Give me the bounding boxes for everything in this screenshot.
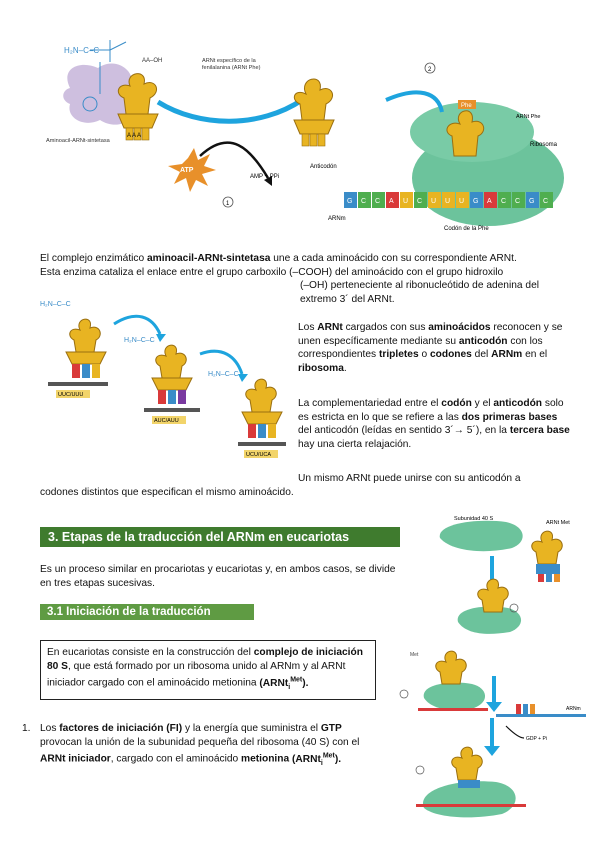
box-b2: (ARNt <box>259 677 289 689</box>
figure-initiation-svg <box>396 508 596 838</box>
p2-t7: en el <box>522 349 548 361</box>
box-t2: , que está formado por un ribosoma unido al ARNm y al ARNt iniciador cargado con el aminoácido metionina <box>47 660 346 689</box>
enzyme-label: Aminoacil-ARNt-sintetasa <box>46 138 110 144</box>
section-3-title: 3. Etapas de la traducción del ARNm en eucariotas <box>40 527 400 547</box>
black-arrow <box>200 143 268 178</box>
li1-b4: metionina <box>241 753 290 765</box>
p1-text-a: El complejo enzimático <box>40 253 148 264</box>
anticodon-label: Anticodón <box>310 164 337 170</box>
li1-end: ). <box>334 753 342 765</box>
p3-t2: y el <box>471 398 494 409</box>
small-subunit-1 <box>440 521 523 551</box>
codon-badge-2-label: AUC/AUU <box>154 418 179 424</box>
p3-t5: hay una cierta relajación. <box>298 438 412 450</box>
li1-b3: ARNt iniciador <box>40 753 111 765</box>
box-b1: complejo de iniciación 80 S <box>47 647 363 672</box>
mrna-base-label: C <box>361 198 367 205</box>
p2-t8: . <box>343 362 347 374</box>
ribosome-label: Ribosoma <box>530 142 558 148</box>
li1-t2: y la energía que suministra el <box>182 723 321 734</box>
li1-sup: Met <box>322 752 335 760</box>
step2-label: 2 <box>428 67 432 73</box>
p1-line2: Esta enzima cataliza el enlace entre el grupo carboxilo (–COOH) del aminoácido con el grupo hidroxilo <box>40 266 504 278</box>
section-3-intro <box>40 563 420 590</box>
blue-arrow-1 <box>158 100 302 121</box>
svg-text:H₂N–C–C: H₂N–C–C <box>40 301 71 308</box>
li1-b1: factores de iniciación (FI) <box>59 723 183 734</box>
gdp-label: GDP + Pi <box>526 736 547 742</box>
codon-badge-3-label: UCU/UCA <box>246 452 272 458</box>
h2n-label-1: H₂N–C–C <box>64 46 100 55</box>
mrna-base-label: G <box>347 198 353 205</box>
list-item-1 <box>40 722 380 770</box>
li1-sub: i <box>320 759 323 767</box>
p2-t3: reconocen y se unen específicamente mediante su <box>298 322 563 347</box>
p3-t4: del anticodón (leídas en sentido 3´→ 5´), en la <box>298 425 510 437</box>
p2-t2: cargados con sus <box>342 322 429 333</box>
p2-b6: ARNm <box>491 349 523 361</box>
codon-badge-1-label: UUC/UUU <box>58 392 84 398</box>
p3-b1: codón <box>441 398 472 409</box>
met-label: Met <box>410 652 419 658</box>
s3-intro-1: Es un proceso similar en procariotas y eucariotas y, en ambos casos, se divide <box>40 564 396 575</box>
p3-t3: solo es estricta en lo que se refiere a las <box>298 398 564 423</box>
mrna-base-label: U <box>431 198 437 205</box>
mrna-label-3: ARNm <box>566 706 581 712</box>
wobble-trna-2 <box>124 337 200 412</box>
paragraph-same-trna-1: Un mismo ARNt puede unirse con su anticodón a <box>298 473 521 484</box>
trna-2 <box>294 79 334 146</box>
initiation-complex-final <box>416 747 526 817</box>
initiation-complex-2 <box>418 651 488 711</box>
mrna-label: ARNm <box>328 216 346 222</box>
svg-text:H₂N–C–C: H₂N–C–C <box>124 337 155 344</box>
mrna-base-label: C <box>515 198 521 205</box>
p2-b5: codones <box>429 349 472 361</box>
li1-t1: Los <box>40 723 60 734</box>
li1-b2: GTP <box>320 723 342 734</box>
section-31-title: 3.1 Iniciación de la traducción <box>40 604 254 620</box>
step1-label: 1 <box>226 201 230 207</box>
paragraph-aminoacyl <box>40 252 570 279</box>
codon-label: Codón de la Phe <box>444 226 489 232</box>
mrna-base-label: U <box>403 198 409 205</box>
p2-t4: con los correspondientes <box>298 335 543 361</box>
p2-b4: tripletes <box>378 349 419 361</box>
trna-met-label: ARNt Met <box>546 520 570 526</box>
p2-b1: ARNt <box>317 322 343 333</box>
p2-b2: aminoácidos <box>428 322 491 333</box>
svg-text:H₂N–C–C: H₂N–C–C <box>208 371 239 378</box>
figure-wobble <box>40 290 290 466</box>
box-sup: Met <box>290 676 303 684</box>
paragraph-complementarity <box>298 397 573 451</box>
figure-initiation <box>396 508 596 838</box>
li1-b5: (ARNt <box>292 753 321 765</box>
figure-trna-charging-svg <box>40 28 580 242</box>
p2-t5: o <box>418 349 430 361</box>
sub40-label: Subunidad 40 S <box>454 516 494 522</box>
p3-b4: tercera base <box>509 425 570 437</box>
mrna-base-label: A <box>389 198 394 205</box>
trna1-anticodon: A A A <box>127 133 142 139</box>
box-sub: i <box>288 683 291 691</box>
mrna-line <box>496 714 586 717</box>
mrna-base-label: C <box>417 198 423 205</box>
paragraph-aminoacyl-cont: (–OH) perteneciente al ribonucleótido de adenina del extremo 3´ del ARNt. <box>300 280 539 305</box>
p2-b7: ribosoma <box>298 362 344 374</box>
amp-label: AMP + PPi <box>250 174 280 180</box>
p1-text-b: une a cada aminoácido con su correspondiente ARNt. <box>270 253 517 264</box>
initiation-complex-1 <box>458 579 521 634</box>
figure-wobble-svg <box>40 290 290 466</box>
box-t1: En eucariotas consiste en la construcción del <box>47 647 254 658</box>
list-number-1: 1. <box>22 723 31 734</box>
phe-tag-label: Phe <box>461 103 472 109</box>
figure-trna-charging <box>40 28 580 242</box>
mrna-base-label: U <box>445 198 451 205</box>
mrna-base-label: G <box>529 198 535 205</box>
trna-specific-label: ARNt específico de la fenilalanina (ARNt Phe) <box>202 58 261 71</box>
s3-intro-2: en tres etapas sucesivas. <box>40 577 155 589</box>
p2-t6: del <box>471 349 492 361</box>
p1-bold-a: aminoacil-ARNt-sintetasa <box>147 253 271 264</box>
trna1-tag: AA–OH <box>142 58 163 64</box>
box-end: ). <box>302 677 309 689</box>
trna-phe-label: ARNt Phe <box>516 114 541 120</box>
atp-burst <box>168 148 216 192</box>
p3-b2: anticodón <box>493 398 543 409</box>
paragraph-same-trna-2: codones distintos que especifican el mismo aminoácido. <box>40 487 294 498</box>
p3-b3: dos primeras bases <box>461 411 558 423</box>
p2-b3: anticodón <box>458 335 508 347</box>
wobble-trna-3 <box>208 371 286 446</box>
wobble-trna-1 <box>40 301 108 386</box>
mrna-base-label: U <box>459 198 465 205</box>
trna-met-1 <box>532 531 563 582</box>
mrna-base-label: A <box>487 198 492 205</box>
initiation-definition-box <box>40 640 376 700</box>
mrna-base-label: C <box>375 198 381 205</box>
mrna-base-label: G <box>473 198 479 205</box>
mrna-strip <box>344 192 553 208</box>
p3-t1: La complementariedad entre el <box>298 398 442 409</box>
mrna-base-label: C <box>543 198 549 205</box>
mrna-base-label: C <box>501 198 507 205</box>
li1-t4: , cargado con el aminoácido <box>110 753 242 765</box>
p2-t1: Los <box>298 322 318 333</box>
atp-label: ATP <box>180 167 194 174</box>
paragraph-anticodon <box>298 321 573 375</box>
li1-t3: provocan la unión de la subunidad pequeña del ribosoma (40 S) con el <box>40 736 360 748</box>
